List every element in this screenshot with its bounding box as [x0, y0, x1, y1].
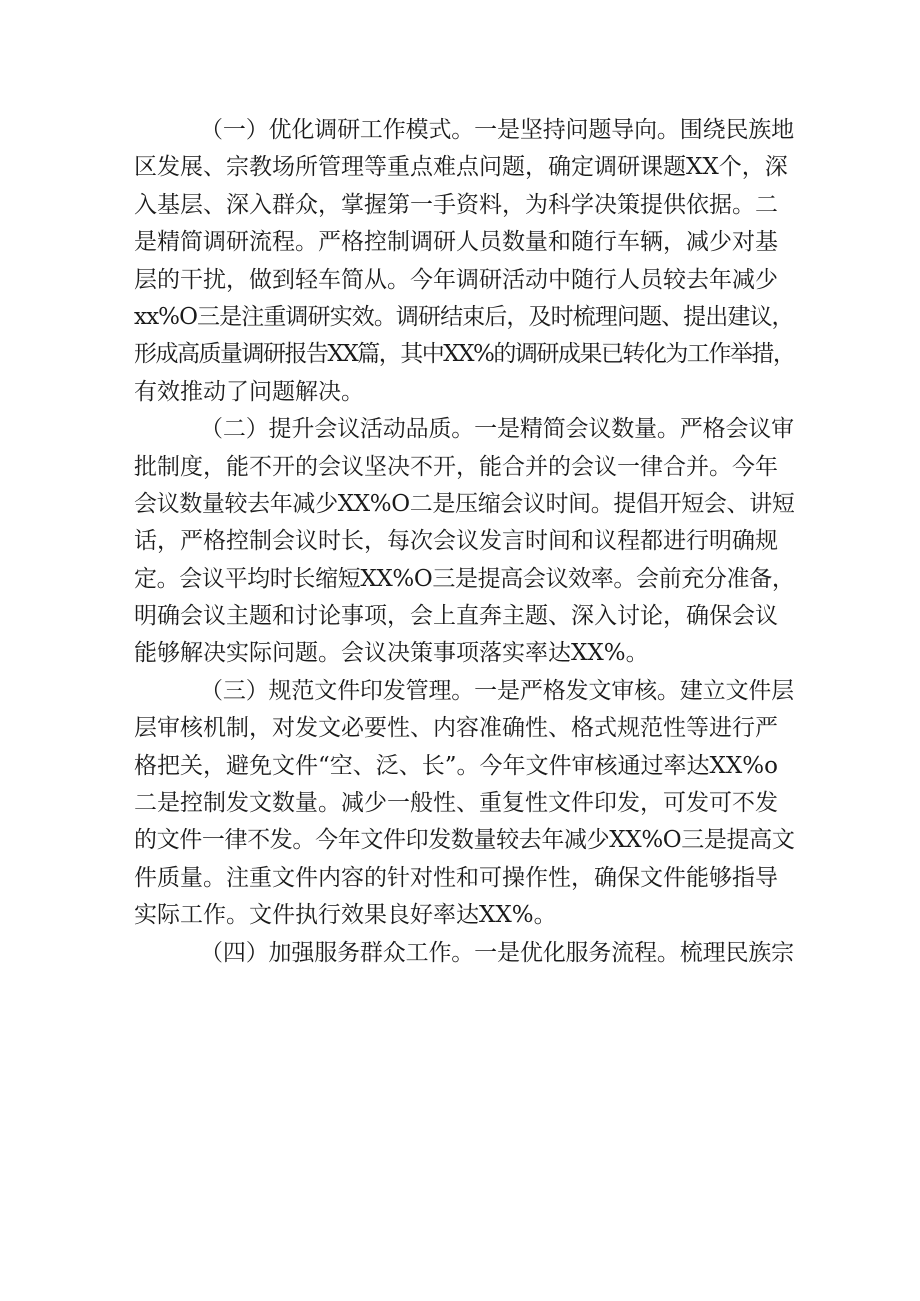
paragraph-line: 区发展、宗教场所管理等重点难点问题，确定调研课题XX个，深 [134, 154, 788, 181]
paragraph-line: 能够解决实际问题。会议决策事项落实率达XX%。 [134, 640, 649, 667]
paragraph-line: 形成高质量调研报告XX篇，其中XX%的调研成果已转化为工作举措， [134, 341, 794, 368]
document-body [134, 112, 794, 972]
paragraph-line: xx%O三是注重调研实效。调研结束后，及时梳理问题、提出建议， [134, 303, 794, 330]
paragraph-3 [134, 673, 794, 935]
paragraph-line: 的文件一律不发。今年文件印发数量较去年减少XX%O三是提高文 [134, 827, 794, 854]
paragraph-line: 有效推动了问题解决。 [134, 378, 364, 405]
paragraph-line: 是精简调研流程。严格控制调研人员数量和随行车辆，减少对基 [134, 229, 778, 256]
paragraph-line: 格把关，避免文件“空、泛、长”。今年文件审核通过率达XX%o [134, 752, 778, 779]
paragraph-line: 件质量。注重文件内容的针对性和可操作性，确保文件能够指导 [134, 864, 778, 891]
paragraph-line: 会议数量较去年减少XX%O二是压缩会议时间。提倡开短会、讲短 [134, 490, 794, 517]
paragraph-line: 话，严格控制会议时长，每次会议发言时间和议程都进行明确规 [134, 528, 778, 555]
paragraph-line: 定。会议平均时长缩短XX%O三是提高会议效率。会前充分准备， [134, 565, 794, 592]
paragraph-1 [134, 112, 794, 411]
paragraph-line: （四）加强服务群众工作。一是优化服务流程。梳理民族宗 [200, 939, 794, 966]
paragraph-line: （二）提升会议活动品质。一是精简会议数量。严格会议审 [200, 416, 794, 443]
paragraph-line: 明确会议主题和讨论事项，会上直奔主题、深入讨论，确保会议 [134, 603, 778, 630]
paragraph-4 [134, 935, 794, 972]
paragraph-line: （三）规范文件印发管理。一是严格发文审核。建立文件层 [200, 677, 794, 704]
paragraph-line: 层的干扰，做到轻车简从。今年调研活动中随行人员较去年减少 [134, 266, 778, 293]
paragraph-2 [134, 411, 794, 673]
paragraph-line: 实际工作。文件执行效果良好率达XX%。 [134, 902, 557, 929]
paragraph-line: 层审核机制，对发文必要性、内容准确性、格式规范性等进行严 [134, 715, 778, 742]
paragraph-line: 二是控制发文数量。减少一般性、重复性文件印发，可发可不发 [134, 790, 778, 817]
paragraph-line: （一）优化调研工作模式。一是坚持问题导向。围绕民族地 [200, 117, 794, 143]
paragraph-line: 入基层、深入群众，掌握第一手资料，为科学决策提供依据。二 [134, 191, 778, 218]
paragraph-line: 批制度，能不开的会议坚决不开，能合并的会议一律合并。今年 [134, 453, 778, 480]
